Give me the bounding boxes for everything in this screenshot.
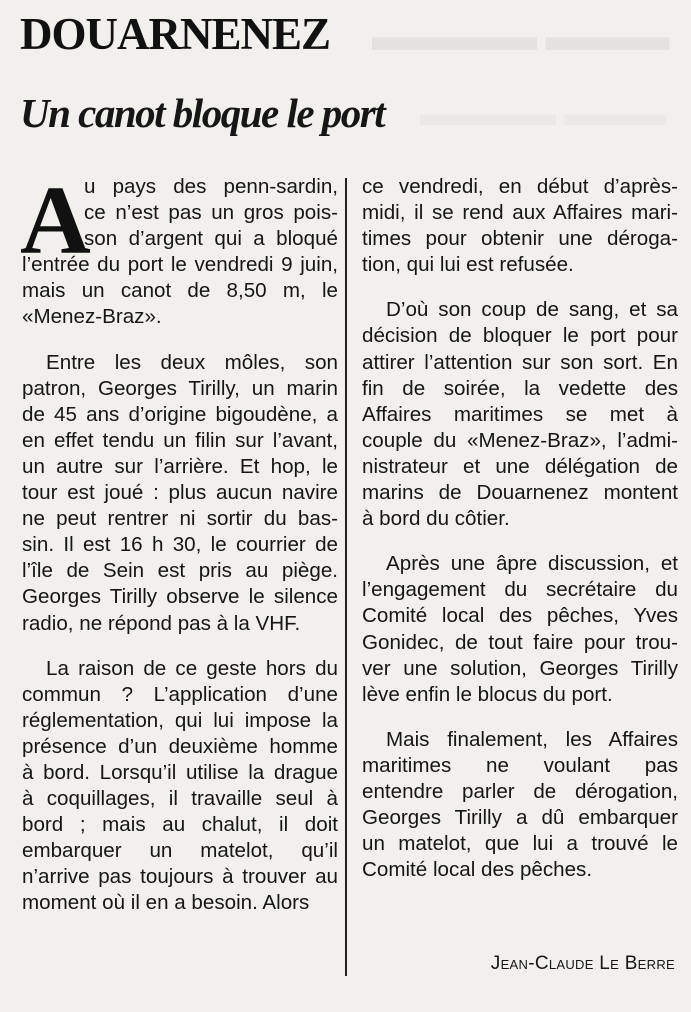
text-line: commun ? L’application d’une [22, 682, 338, 706]
text-line: décision de bloquer le port pour [362, 324, 678, 348]
bleed-through-text-2: ▬▬▬▬ ▬▬▬ [420, 96, 667, 133]
text-line: lève enfin le blocus du port. [362, 682, 613, 706]
text-line: attirer l’attention sur son sort. En [362, 350, 678, 374]
text-line: Gonidec, de tout faire pour trou- [362, 630, 678, 654]
text-line: Mais finalement, les Affaires [386, 727, 678, 751]
paragraph-gap [22, 331, 338, 350]
text-line: Georges Tirilly a dû embarquer [362, 806, 678, 830]
paragraph [22, 350, 338, 637]
text-line: mais un canot de 8,50 m, le [22, 279, 338, 303]
text-line: patron, Georges Tirilly, un marin [22, 376, 338, 400]
text-line: tour est joué : plus aucun navire [22, 481, 338, 505]
text-line: Après une âpre discussion, et [386, 552, 678, 576]
text-line: l’engagement du secrétaire du [362, 578, 678, 602]
text-line: fin de soirée, la vedette des [362, 376, 678, 400]
paragraph-gap [362, 532, 678, 551]
text-line: à coquillages, il travaille seul à [22, 787, 338, 811]
text-line: à bord du côtier. [362, 507, 510, 531]
paragraph-gap [362, 708, 678, 727]
text-line: «Menez-Braz». [22, 305, 162, 329]
article-column-right [362, 174, 678, 883]
paragraph [362, 297, 678, 532]
text-line: réglementation, qui lui impose la [22, 708, 338, 732]
text-line: Georges Tirilly observe le silence [22, 585, 338, 609]
text-line: ver une solution, Georges Tirilly [362, 656, 678, 680]
text-line: un matelot, que lui a trouvé le [362, 832, 678, 856]
paragraph [362, 551, 678, 708]
text-line: midi, il se rend aux Affaires mari- [362, 201, 678, 225]
text-line: times pour obtenir une déroga- [362, 227, 678, 251]
text-line: embarquer un matelot, qu’il [22, 839, 338, 863]
text-line: maritimes ne voulant pas [362, 753, 678, 777]
text-line: bord ; mais au chalut, il doit [22, 813, 338, 837]
text-line: entendre parler de dérogation, [362, 779, 678, 803]
text-line: D’où son coup de sang, et sa [386, 298, 678, 322]
text-line: n’arrive pas toujours à trouver au [22, 865, 338, 889]
text-line: moment où il en a besoin. Alors [22, 891, 310, 915]
byline: Jean-Claude Le Berre [490, 953, 675, 974]
text-line: à bord. Lorsqu’il utilise la drague [22, 760, 338, 784]
bleed-through-text: ▬▬▬▬ ▬▬▬ [372, 14, 669, 60]
text-line: l’entrée du port le vendredi 9 juin, [22, 253, 338, 277]
paragraph [362, 727, 678, 884]
text-line: l’île de Sein est pris au piège. [22, 559, 338, 583]
text-line: tion, qui lui est refusée. [362, 253, 574, 277]
article-column-left [20, 167, 338, 917]
text-line: nistrateur et une délégation de [362, 454, 678, 478]
text-line: de 45 ans d’origine bigoudène, a [22, 402, 338, 426]
text-line: Affaires maritimes se met à [362, 402, 678, 426]
text-line: u pays des penn-sardin, [84, 175, 338, 198]
paragraph [362, 174, 678, 278]
paragraph-gap [22, 637, 338, 656]
text-line: ce vendredi, en début d’après- [362, 175, 678, 198]
text-line: un autre sur l’arrière. Et hop, le [22, 454, 338, 478]
paragraph-gap [362, 278, 678, 297]
text-line: ce n’est pas un gros pois- [84, 201, 338, 225]
article-title: Un canot bloque le port [20, 90, 385, 136]
text-line: Comité local des pêches. [362, 858, 593, 882]
text-line: en effet tendu un filin sur l’avant, [22, 428, 338, 452]
text-line: La raison de ce geste hors du [46, 656, 338, 680]
drop-cap: A [20, 167, 91, 275]
text-line: couple du «Menez-Braz», l’admi- [362, 428, 678, 452]
paragraph [22, 656, 338, 917]
text-line: Comité local des pêches, Yves [362, 604, 678, 628]
text-line: Entre les deux môles, son [46, 350, 338, 374]
article-kicker: DOUARNENEZ [20, 9, 331, 59]
text-line: marins de Douarnenez montent [362, 481, 678, 505]
text-line: radio, ne répond pas à la VHF. [22, 611, 301, 635]
text-line: sin. Il est 16 h 30, le courrier de [22, 533, 338, 557]
text-line: son d’argent qui a bloqué [84, 227, 338, 251]
text-line: ne peut rentrer ni sortir du bas- [22, 507, 338, 531]
text-line: présence d’un deuxième homme [22, 734, 338, 758]
column-divider [345, 178, 347, 976]
